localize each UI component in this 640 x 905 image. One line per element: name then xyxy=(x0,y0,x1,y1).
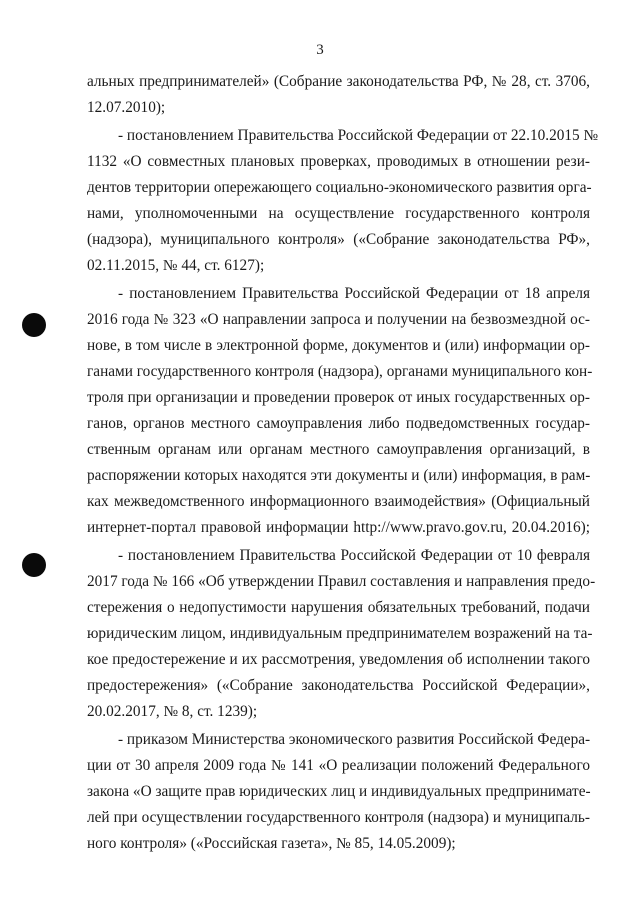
text-line: ного контроля» («Российская газета», № 85, 14.05.2009); xyxy=(87,835,456,852)
text-line: - постановлением Правительства Российской Федерации от 18 апреля xyxy=(118,285,590,302)
text-line: нами, уполномоченными на осуществление государственного контроля xyxy=(87,205,590,222)
text-line: ках межведомственного информационного взаимодействия» (Официальный xyxy=(87,493,590,510)
text-line: ции от 30 апреля 2009 года № 141 «О реализации положений Федерального xyxy=(87,757,590,774)
text-line: распоряжении которых находятся эти документы и (или) информация, в рам- xyxy=(87,467,591,484)
text-line: лей при осуществлении государственного контроля (надзора) и муниципаль- xyxy=(87,809,590,826)
text-line: - приказом Министерства экономического развития Российской Федера- xyxy=(118,731,591,748)
text-line: предостережения» («Собрание законодательства Российской Федерации», xyxy=(87,677,590,694)
text-line: троля при организации и проведении проверок от иных государственных ор- xyxy=(87,389,590,406)
text-line: 2017 года № 166 «Об утверждении Правил составления и направления предо- xyxy=(87,573,596,590)
text-line: 1132 «О совместных плановых проверках, проводимых в отношении рези- xyxy=(87,153,590,170)
text-line: - постановлением Правительства Российской Федерации от 10 февраля xyxy=(118,547,590,564)
text-line: закона «О защите прав юридических лиц и индивидуальных предпринимате- xyxy=(87,783,591,800)
text-line: 2016 года № 323 «О направлении запроса и получении на безвозмездной ос- xyxy=(87,311,590,328)
text-line: интернет-портал правовой информации http://www.pravo.gov.ru, 20.04.2016); xyxy=(87,519,590,536)
text-line: ственным органам или органам местного самоуправления организаций, в xyxy=(87,441,590,458)
text-line: альных предпринимателей» (Собрание законодательства РФ, № 28, ст. 3706, xyxy=(87,73,590,90)
text-line: ганов, органов местного самоуправления либо подведомственных государ- xyxy=(87,415,590,432)
text-line: юридическим лицом, индивидуальным предпринимателем возражений на та- xyxy=(87,625,593,642)
text-line: 02.11.2015, № 44, ст. 6127); xyxy=(87,257,265,274)
text-line: нове, в том числе в электронной форме, документов и (или) информации ор- xyxy=(87,337,590,354)
punch-hole-top xyxy=(22,313,46,337)
text-line: кое предостережение и их рассмотрения, уведомления об исполнении такого xyxy=(87,651,590,668)
text-line: 12.07.2010); xyxy=(87,99,166,116)
page-number: 3 xyxy=(316,42,324,58)
text-line: - постановлением Правительства Российской Федерации от 22.10.2015 № xyxy=(118,127,599,144)
text-line: ганами государственного контроля (надзора), органами муниципального кон- xyxy=(87,363,593,380)
punch-hole-bottom xyxy=(22,553,46,577)
text-line: стережения о недопустимости нарушения обязательных требований, подачи xyxy=(87,599,590,616)
text-line: 20.02.2017, № 8, ст. 1239); xyxy=(87,703,258,720)
text-line: (надзора), муниципального контроля» («Собрание законодательства РФ», xyxy=(87,231,590,248)
text-line: дентов территории опережающего социально-экономического развития орга- xyxy=(87,179,592,196)
